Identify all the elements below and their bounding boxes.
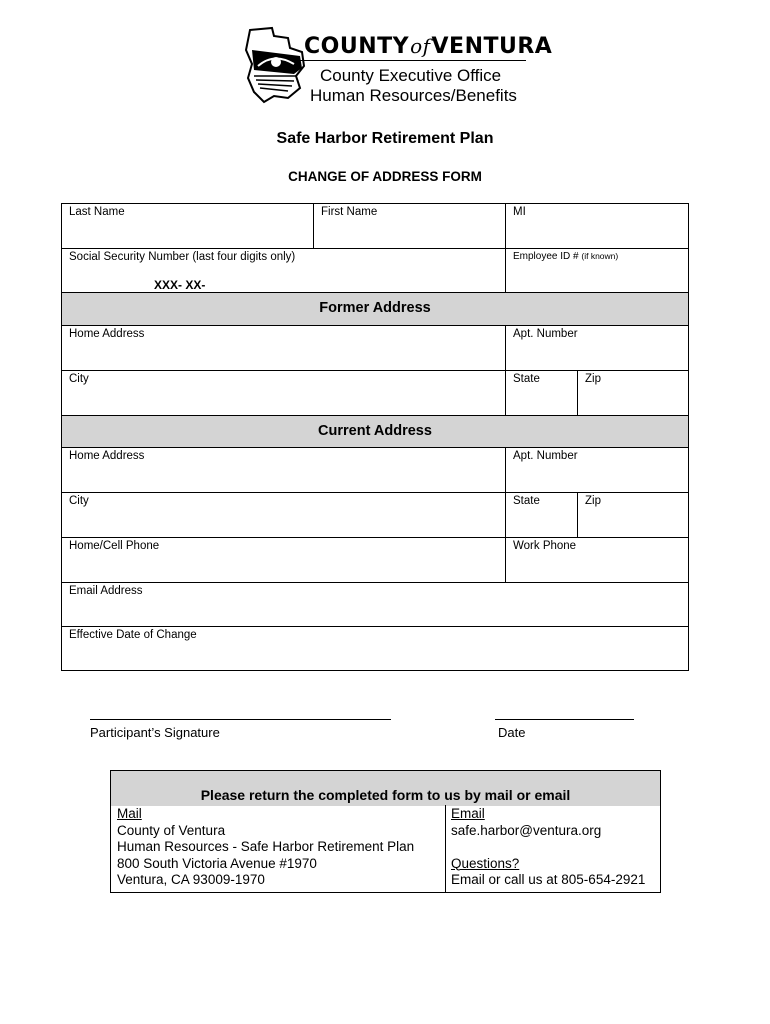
former-address-heading: Former Address xyxy=(62,293,688,325)
home-cell-phone-label: Home/Cell Phone xyxy=(69,540,160,552)
return-heading: Please return the completed form to us by mail or email xyxy=(200,787,571,803)
first-name-field[interactable] xyxy=(314,204,505,248)
former-home-address-label: Home Address xyxy=(69,328,145,340)
former-state-label: State xyxy=(513,373,540,385)
email-link[interactable]: safe.harbor@ventura.org xyxy=(451,822,602,838)
former-zip-label: Zip xyxy=(585,373,601,385)
page-title: Safe Harbor Retirement Plan xyxy=(276,130,494,147)
employee-id-note: (if known) xyxy=(581,251,619,261)
email-column xyxy=(451,806,645,889)
form-title: CHANGE OF ADDRESS FORM xyxy=(288,169,482,184)
logo-of: of xyxy=(410,34,431,58)
logo-subtitle-2: Human Resources/Benefits xyxy=(310,86,517,105)
date-label: Date xyxy=(498,725,526,740)
ssn-field[interactable] xyxy=(62,249,505,292)
former-state-field[interactable] xyxy=(506,371,577,415)
mail-label: Mail xyxy=(117,806,142,821)
county-map-icon xyxy=(244,26,306,104)
questions-label: Questions? xyxy=(451,855,520,871)
mail-column xyxy=(117,806,414,889)
email-label: Email xyxy=(451,806,485,821)
current-state-field[interactable] xyxy=(506,493,577,537)
logo-title xyxy=(304,34,552,59)
logo-county: COUNTY xyxy=(304,34,410,59)
effective-date-field[interactable] xyxy=(62,627,688,670)
current-zip-label: Zip xyxy=(585,495,601,507)
current-zip-field[interactable] xyxy=(578,493,688,537)
former-apt-number-label: Apt. Number xyxy=(513,328,578,340)
return-heading-band xyxy=(111,771,660,806)
mail-line: Human Resources - Safe Harbor Retirement Plan xyxy=(117,839,415,854)
work-phone-label: Work Phone xyxy=(513,540,577,552)
former-home-address-field[interactable] xyxy=(62,326,505,370)
former-apt-number-field[interactable] xyxy=(506,326,688,370)
email-address-field[interactable] xyxy=(62,583,688,626)
signature-line[interactable] xyxy=(90,719,391,720)
logo-rule xyxy=(300,60,526,61)
mi-label: MI xyxy=(513,206,526,218)
county-logo xyxy=(244,26,553,110)
last-name-label: Last Name xyxy=(69,206,125,218)
current-home-address-field[interactable] xyxy=(62,448,505,492)
home-cell-phone-field[interactable] xyxy=(62,538,505,582)
current-address-heading: Current Address xyxy=(62,416,688,447)
mail-line: County of Ventura xyxy=(117,822,226,838)
change-of-address-form xyxy=(61,203,689,671)
employee-id-field[interactable] xyxy=(506,249,688,292)
last-name-field[interactable] xyxy=(62,204,313,248)
former-city-field[interactable] xyxy=(62,371,505,415)
mi-field[interactable] xyxy=(506,204,688,248)
former-city-label: City xyxy=(69,373,89,385)
employee-id-label: Employee ID # xyxy=(513,251,579,262)
email-address-label: Email Address xyxy=(69,585,143,597)
questions-text: Email or call us at 805-654-2921 xyxy=(451,872,646,887)
current-city-field[interactable] xyxy=(62,493,505,537)
current-city-label: City xyxy=(69,495,89,507)
current-state-label: State xyxy=(513,495,540,507)
date-line[interactable] xyxy=(495,719,634,720)
work-phone-field[interactable] xyxy=(506,538,688,582)
current-apt-number-field[interactable] xyxy=(506,448,688,492)
current-home-address-label: Home Address xyxy=(69,450,145,462)
mail-line: 800 South Victoria Avenue #1970 xyxy=(117,855,317,871)
mail-line: Ventura, CA 93009-1970 xyxy=(117,872,265,887)
signature-label: Participant’s Signature xyxy=(90,725,220,740)
former-zip-field[interactable] xyxy=(578,371,688,415)
ssn-prefix: XXX- XX- xyxy=(154,278,206,292)
logo-ventura: VENTURA xyxy=(431,34,553,59)
logo-subtitle-1: County Executive Office xyxy=(320,66,502,85)
effective-date-label: Effective Date of Change xyxy=(69,629,197,641)
ssn-label: Social Security Number (last four digits only) xyxy=(69,251,296,263)
return-instructions-box xyxy=(110,770,661,893)
current-apt-number-label: Apt. Number xyxy=(513,450,578,462)
first-name-label: First Name xyxy=(321,206,378,218)
